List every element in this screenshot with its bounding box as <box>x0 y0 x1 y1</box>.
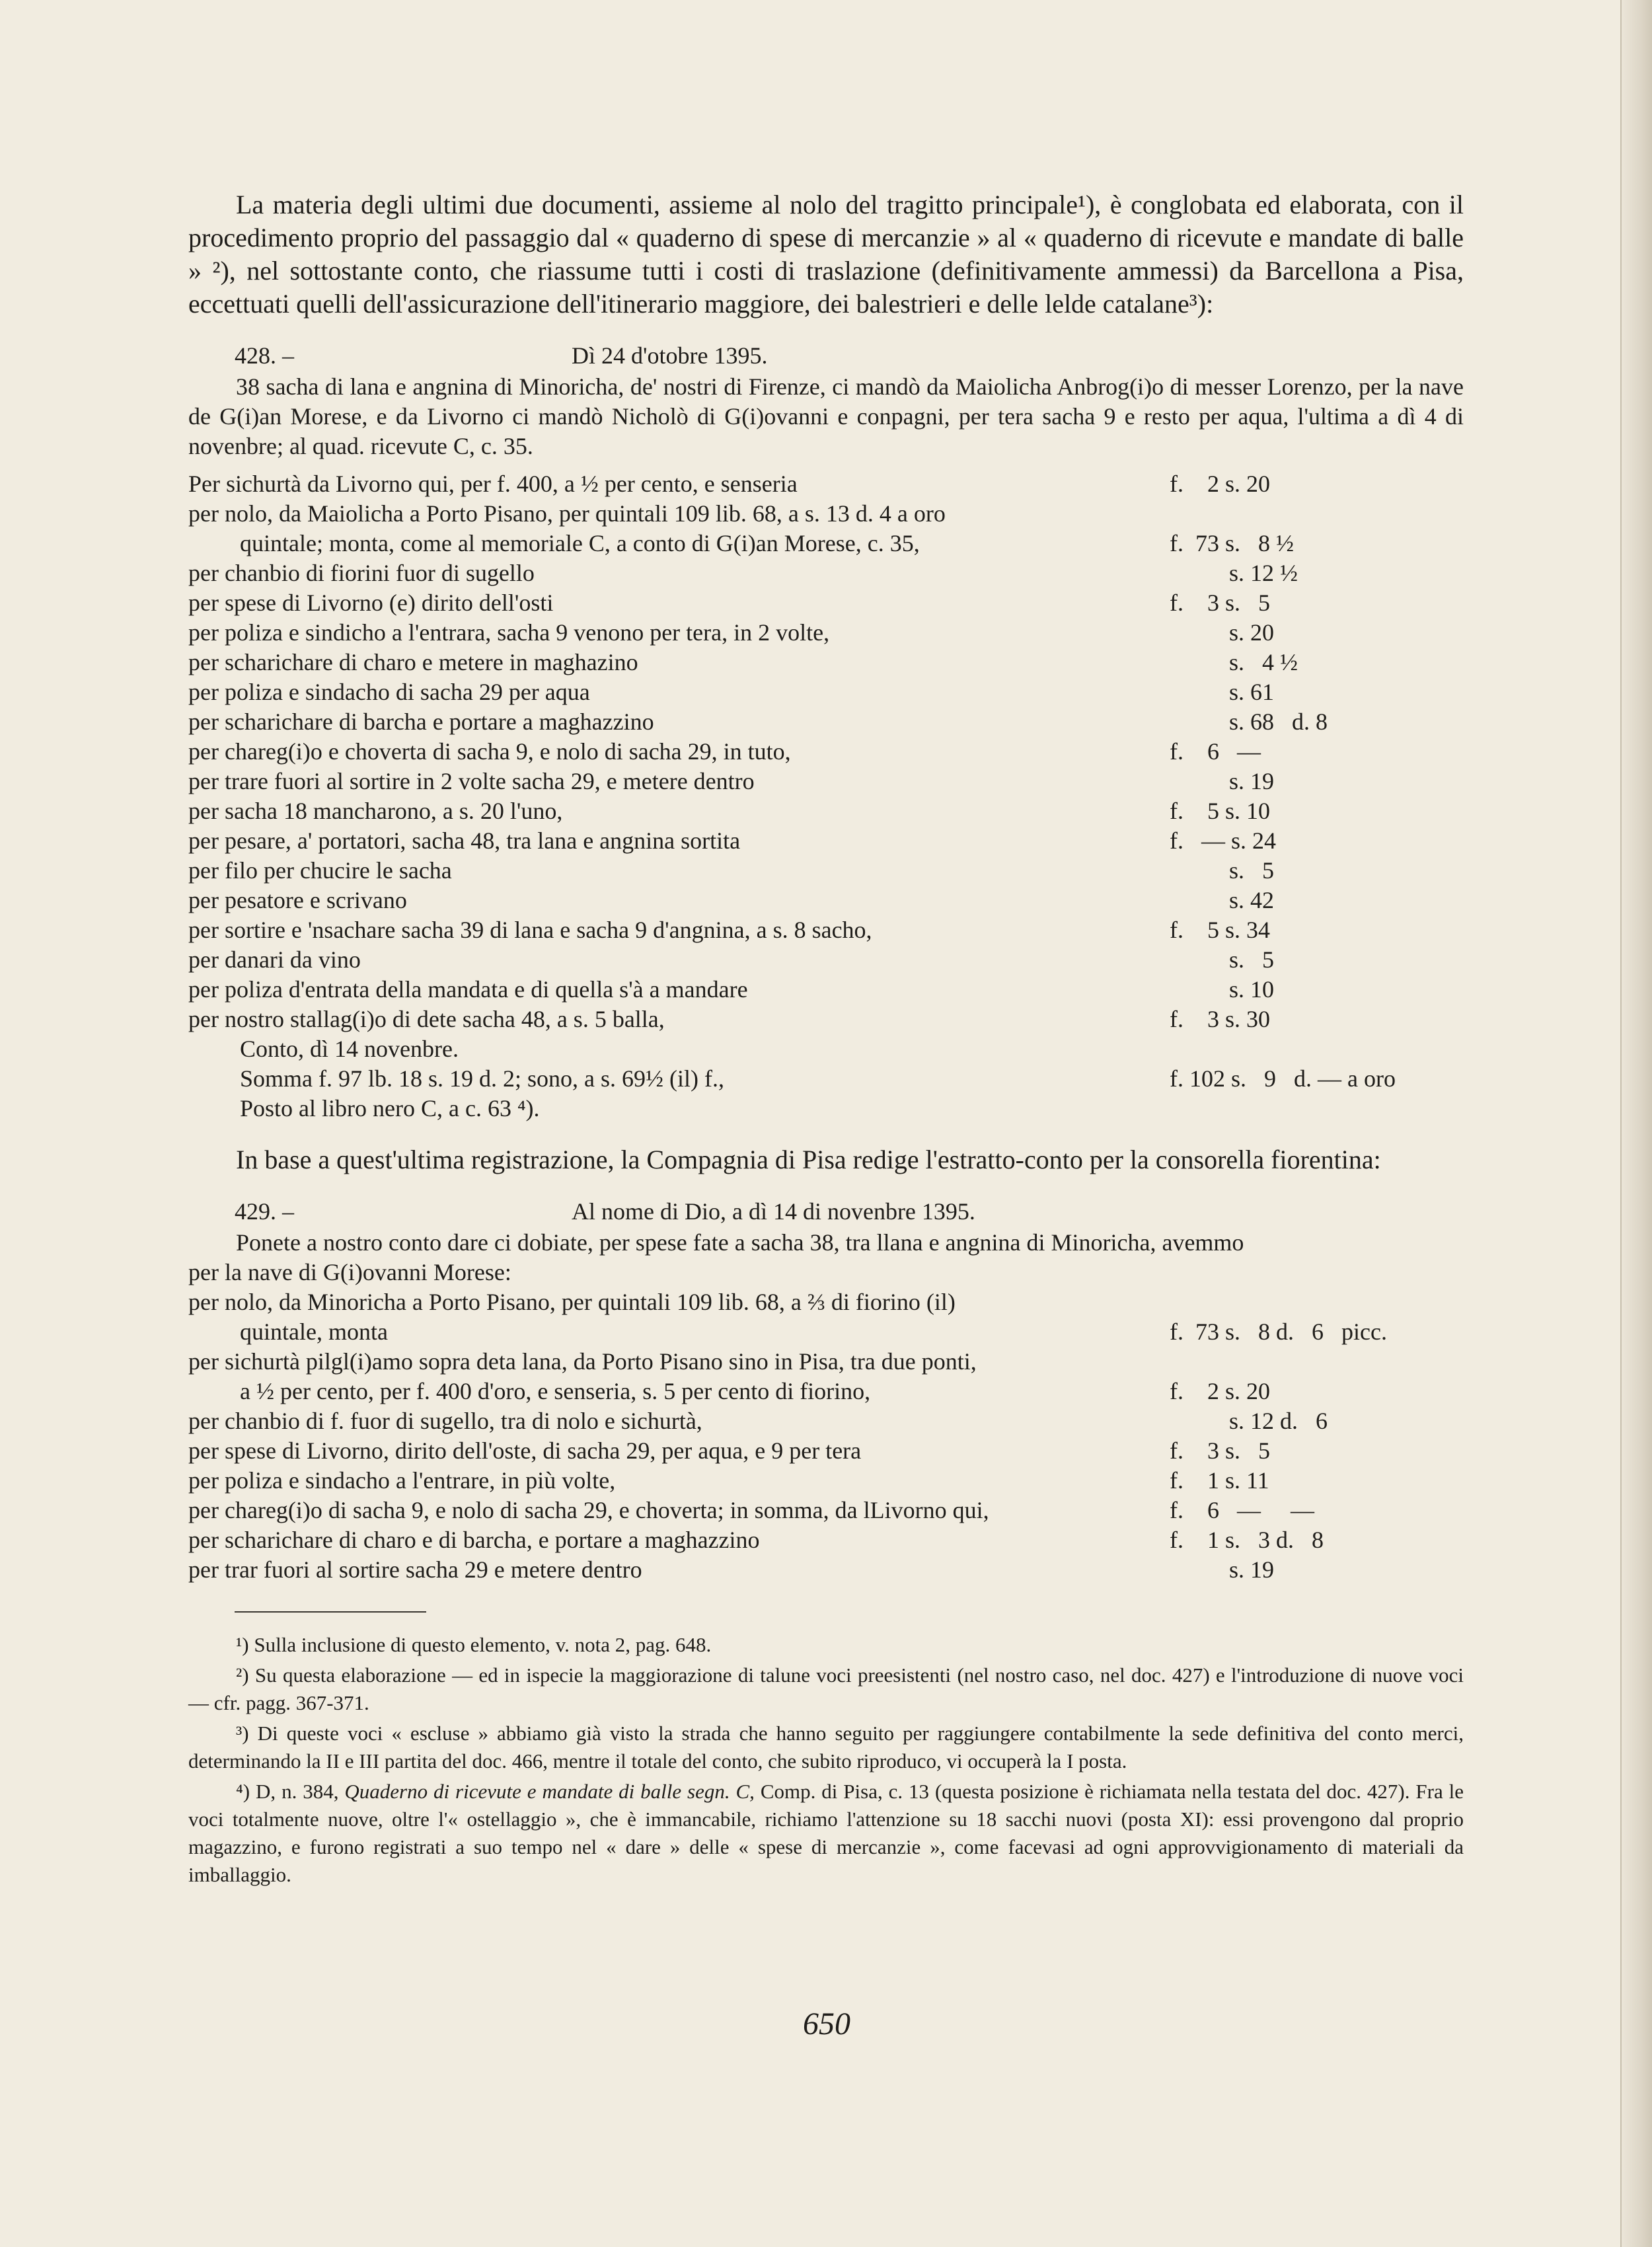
ledger-429-row <box>188 1377 1464 1406</box>
ledger-429-row <box>188 1258 1464 1287</box>
ledger-428-row <box>188 886 1464 915</box>
ledger-428-row <box>188 1034 1464 1064</box>
ledger-428-row-amount: f. 102 s. 9 d. — a oro <box>1170 1065 1396 1092</box>
ledger-428-row <box>188 529 1464 558</box>
ledger-428-row-description: per nolo, da Maiolicha a Porto Pisano, per quintali 109 lib. 68, a s. 13 d. 4 a oro <box>188 500 946 527</box>
ledger-428-row-amount: s. 5 <box>1170 946 1275 973</box>
entry-429-text: Ponete a nostro conto dare ci dobiate, per spese fate a sacha 38, tra llana e angnina di Minoricha, avemmo <box>236 1229 1244 1256</box>
ledger-429-row-description: per nolo, da Minoricha a Porto Pisano, per quintali 109 lib. 68, a ⅔ di fiorino (il) <box>188 1289 956 1315</box>
footnote-4-pre: ⁴) D, n. 384, <box>236 1780 345 1803</box>
ledger-428-row <box>188 915 1464 945</box>
ledger-428-row-description: per scharichare di barcha e portare a maghazzino <box>188 708 654 735</box>
ledger-428-row-description: per chareg(i)o e choverta di sacha 9, e nolo di sacha 29, in tuto, <box>188 738 791 765</box>
ledger-429-row-amount: f. 1 s. 11 <box>1170 1467 1269 1494</box>
ledger-428-row-description: per chanbio di fiorini fuor di sugello <box>188 560 535 586</box>
ledger-428-row <box>188 767 1464 796</box>
ledger-428-row <box>188 826 1464 856</box>
ledger-428-row <box>188 1094 1464 1124</box>
ledger-428-row <box>188 618 1464 648</box>
ledger-428-row <box>188 707 1464 737</box>
ledger-428-row-amount: s. 12 ½ <box>1170 560 1298 586</box>
ledger-428 <box>188 469 1464 1124</box>
entry-428-text: 38 sacha di lana e angnina di Minoricha, de' nostri di Firenze, ci mandò da Maiolicha Anbrog(i)o di messer Lorenzo, per la nave de G(i)an Morese, e da Livorno ci mandò Nicholò di G(i)ovanni e conpagni, per tera sacha 9 e resto per aqua, l'ultima a dì 4 di novenbre; al quad. ricevute C, c. 35. <box>188 373 1464 459</box>
ledger-428-row-amount: s. 19 <box>1170 768 1275 794</box>
footnote-3: ³) Di queste voci « escluse » abbiamo già visto la strada che hanno seguito per raggiungere contabilmente la sede definitiva del conto merci, determinando la II e III partita del doc. 466, mentre il totale del conto, che subito riproduco, vi occuperà la I posta. <box>188 1722 1464 1772</box>
ledger-428-row <box>188 1005 1464 1034</box>
ledger-429-row <box>188 1347 1464 1377</box>
entry-429-date: Al nome di Dio, a dì 14 di novenbre 1395. <box>572 1198 975 1225</box>
ledger-428-row-description: per sortire e 'nsachare sacha 39 di lana e sacha 9 d'angnina, a s. 8 sacho, <box>188 917 872 943</box>
ledger-428-row-description: per pesare, a' portatori, sacha 48, tra lana e angnina sortita <box>188 827 741 854</box>
footnotes <box>188 1631 1464 1889</box>
ledger-428-row-amount: f. — s. 24 <box>1170 827 1276 854</box>
page-content <box>188 188 1464 1891</box>
ledger-428-row-description: per spese di Livorno (e) dirito dell'osti <box>188 590 554 616</box>
ledger-429-row <box>188 1525 1464 1555</box>
ledger-428-row-description: quintale; monta, come al memoriale C, a conto di G(i)an Morese, c. 35, <box>240 530 920 556</box>
ledger-428-row-amount: s. 10 <box>1170 976 1275 1003</box>
ledger-429-row-amount: f. 3 s. 5 <box>1170 1437 1270 1464</box>
ledger-428-row-amount: s. 68 d. 8 <box>1170 708 1328 735</box>
ledger-429-row-amount: f. 2 s. 20 <box>1170 1378 1270 1404</box>
ledger-428-row <box>188 856 1464 886</box>
ledger-428-row-description: per trare fuori al sortire in 2 volte sacha 29, e metere dentro <box>188 768 755 794</box>
ledger-428-row-amount: f. 5 s. 10 <box>1170 798 1270 824</box>
ledger-428-row-description: Somma f. 97 lb. 18 s. 19 d. 2; sono, a s. 69½ (il) f., <box>240 1065 724 1092</box>
ledger-429-row <box>188 1406 1464 1436</box>
ledger-428-row <box>188 975 1464 1005</box>
ledger-428-row-description: per poliza d'entrata della mandata e di quella s'à a mandare <box>188 976 748 1003</box>
ledger-429-row <box>188 1466 1464 1496</box>
footnote-rule <box>235 1611 426 1613</box>
ledger-429-row <box>188 1287 1464 1317</box>
ledger-429-row <box>188 1555 1464 1585</box>
ledger-428-row-amount: f. 6 — <box>1170 738 1261 765</box>
ledger-428-row <box>188 796 1464 826</box>
page-edge <box>1620 0 1652 2247</box>
footnote-4 <box>188 1778 1464 1889</box>
ledger-428-row-description: per nostro stallag(i)o di dete sacha 48, a s. 5 balla, <box>188 1006 665 1032</box>
page-number: 650 <box>803 2006 850 2041</box>
footnote-2: ²) Su questa elaborazione — ed in ispecie la maggiorazione di talune voci preesistenti (nel nostro caso, nel doc. 427) e l'introduzione di nuove voci — cfr. pagg. 367-371. <box>188 1663 1464 1714</box>
ledger-428-row-description: Conto, dì 14 novenbre. <box>240 1036 459 1062</box>
interlude-paragraph: In base a quest'ultima registrazione, la Compagnia di Pisa redige l'estratto-conto per la consorella fiorentina: <box>236 1145 1381 1174</box>
ledger-428-row-amount: f. 5 s. 34 <box>1170 917 1270 943</box>
ledger-428-row-description: per scharichare di charo e metere in maghazino <box>188 649 638 675</box>
ledger-429-row-description: per chanbio di f. fuor di sugello, tra di nolo e sichurtà, <box>188 1408 702 1434</box>
ledger-429-row-description: per sichurtà pilgl(i)amo sopra deta lana, da Porto Pisano sino in Pisa, tra due ponti, <box>188 1348 977 1375</box>
ledger-428-row <box>188 1064 1464 1094</box>
ledger-429 <box>188 1258 1464 1585</box>
ledger-428-row-description: per poliza e sindicho a l'entrara, sacha 9 venono per tera, in 2 volte, <box>188 619 830 646</box>
footnote-4-title: Quaderno di ricevute e mandate di balle segn. C, <box>344 1780 755 1803</box>
ledger-428-row-amount: s. 20 <box>1170 619 1275 646</box>
footnote-1: ¹) Sulla inclusione di questo elemento, v. nota 2, pag. 648. <box>236 1633 712 1656</box>
ledger-428-row-amount: s. 61 <box>1170 679 1275 705</box>
entry-428-date: Dì 24 d'otobre 1395. <box>572 342 768 369</box>
ledger-429-row-description: per la nave di G(i)ovanni Morese: <box>188 1259 511 1285</box>
ledger-428-row-description: per sacha 18 mancharono, a s. 20 l'uno, <box>188 798 563 824</box>
ledger-428-row <box>188 737 1464 767</box>
ledger-428-row-description: Per sichurtà da Livorno qui, per f. 400, a ½ per cento, e senseria <box>188 471 798 497</box>
ledger-428-row-amount: f. 3 s. 5 <box>1170 590 1270 616</box>
ledger-428-row-description: per pesatore e scrivano <box>188 887 407 913</box>
ledger-429-row-description: per spese di Livorno, dirito dell'oste, di sacha 29, per aqua, e 9 per tera <box>188 1437 862 1464</box>
footnote-4-post: Comp. di Pisa, c. 13 (questa posizione è richiamata nella testata del doc. 427). Fra le voci totalmente nuove, oltre l'« ostellaggio », che è immancabile, richiamo l'attenzione su 18 sacchi nuovi (posta XI): essi provengono dal proprio magazzino, e furono registrati a suo tempo nel « dare » delle « spese di mercanzie », come facevasi ad ogni approvvigionamento di materiali da imballaggio. <box>188 1780 1464 1886</box>
ledger-429-row-description: a ½ per cento, per f. 400 d'oro, e senseria, s. 5 per cento di fiorino, <box>240 1378 871 1404</box>
intro-paragraph: La materia degli ultimi due documenti, assieme al nolo del tragitto principale¹), è conglobata ed elaborata, con il procedimento proprio del passaggio dal « quaderno di spese di mercanzie » al « quaderno di ricevute e mandate di balle » ²), nel sottostante conto, che riassume tutti i costi di traslazione (definitivamente ammessi) da Barcellona a Pisa, eccettuati quelli dell'assicurazione dell'itinerario maggiore, dei balestrieri e delle lelde catalane³): <box>188 190 1464 319</box>
entry-428-header <box>188 339 1464 372</box>
ledger-428-row <box>188 588 1464 618</box>
ledger-429-row-amount: f. 6 — — <box>1170 1497 1314 1523</box>
ledger-428-row-description: per poliza e sindacho di sacha 29 per aqua <box>188 679 590 705</box>
ledger-428-row-amount: s. 42 <box>1170 887 1275 913</box>
ledger-429-row <box>188 1436 1464 1466</box>
ledger-428-row <box>188 558 1464 588</box>
ledger-429-row <box>188 1496 1464 1525</box>
entry-429-header <box>188 1195 1464 1228</box>
ledger-428-row-amount: s. 5 <box>1170 857 1275 884</box>
ledger-429-row-amount: f. 1 s. 3 d. 8 <box>1170 1527 1324 1553</box>
ledger-428-row-description: Posto al libro nero C, a c. 63 ⁴). <box>240 1095 540 1122</box>
ledger-429-row-description: per chareg(i)o di sacha 9, e nolo di sacha 29, e choverta; in somma, da lLivorno qui, <box>188 1497 989 1523</box>
ledger-428-row-description: per danari da vino <box>188 946 361 973</box>
ledger-428-row-amount: f. 2 s. 20 <box>1170 471 1270 497</box>
ledger-428-row <box>188 469 1464 499</box>
ledger-429-row-description: per scharichare di charo e di barcha, e portare a maghazzino <box>188 1527 760 1553</box>
ledger-428-row-amount: s. 4 ½ <box>1170 649 1298 675</box>
ledger-429-row-amount: s. 19 <box>1170 1556 1275 1583</box>
ledger-429-row-description: per trar fuori al sortire sacha 29 e metere dentro <box>188 1556 642 1583</box>
ledger-428-row <box>188 499 1464 529</box>
ledger-429-row-amount: f. 73 s. 8 d. 6 picc. <box>1170 1318 1387 1345</box>
ledger-429-row-amount: s. 12 d. 6 <box>1170 1408 1328 1434</box>
ledger-429-row <box>188 1317 1464 1347</box>
ledger-429-row-description: per poliza e sindacho a l'entrare, in più volte, <box>188 1467 616 1494</box>
ledger-429-row-description: quintale, monta <box>240 1318 388 1345</box>
entry-429-number: 429. – <box>235 1198 294 1225</box>
ledger-428-row-amount: f. 3 s. 30 <box>1170 1006 1270 1032</box>
ledger-428-row <box>188 677 1464 707</box>
ledger-428-row-amount: f. 73 s. 8 ½ <box>1170 530 1294 556</box>
ledger-428-row-description: per filo per chucire le sacha <box>188 857 452 884</box>
entry-428-number: 428. – <box>235 342 294 369</box>
ledger-428-row <box>188 648 1464 677</box>
ledger-428-row <box>188 945 1464 975</box>
